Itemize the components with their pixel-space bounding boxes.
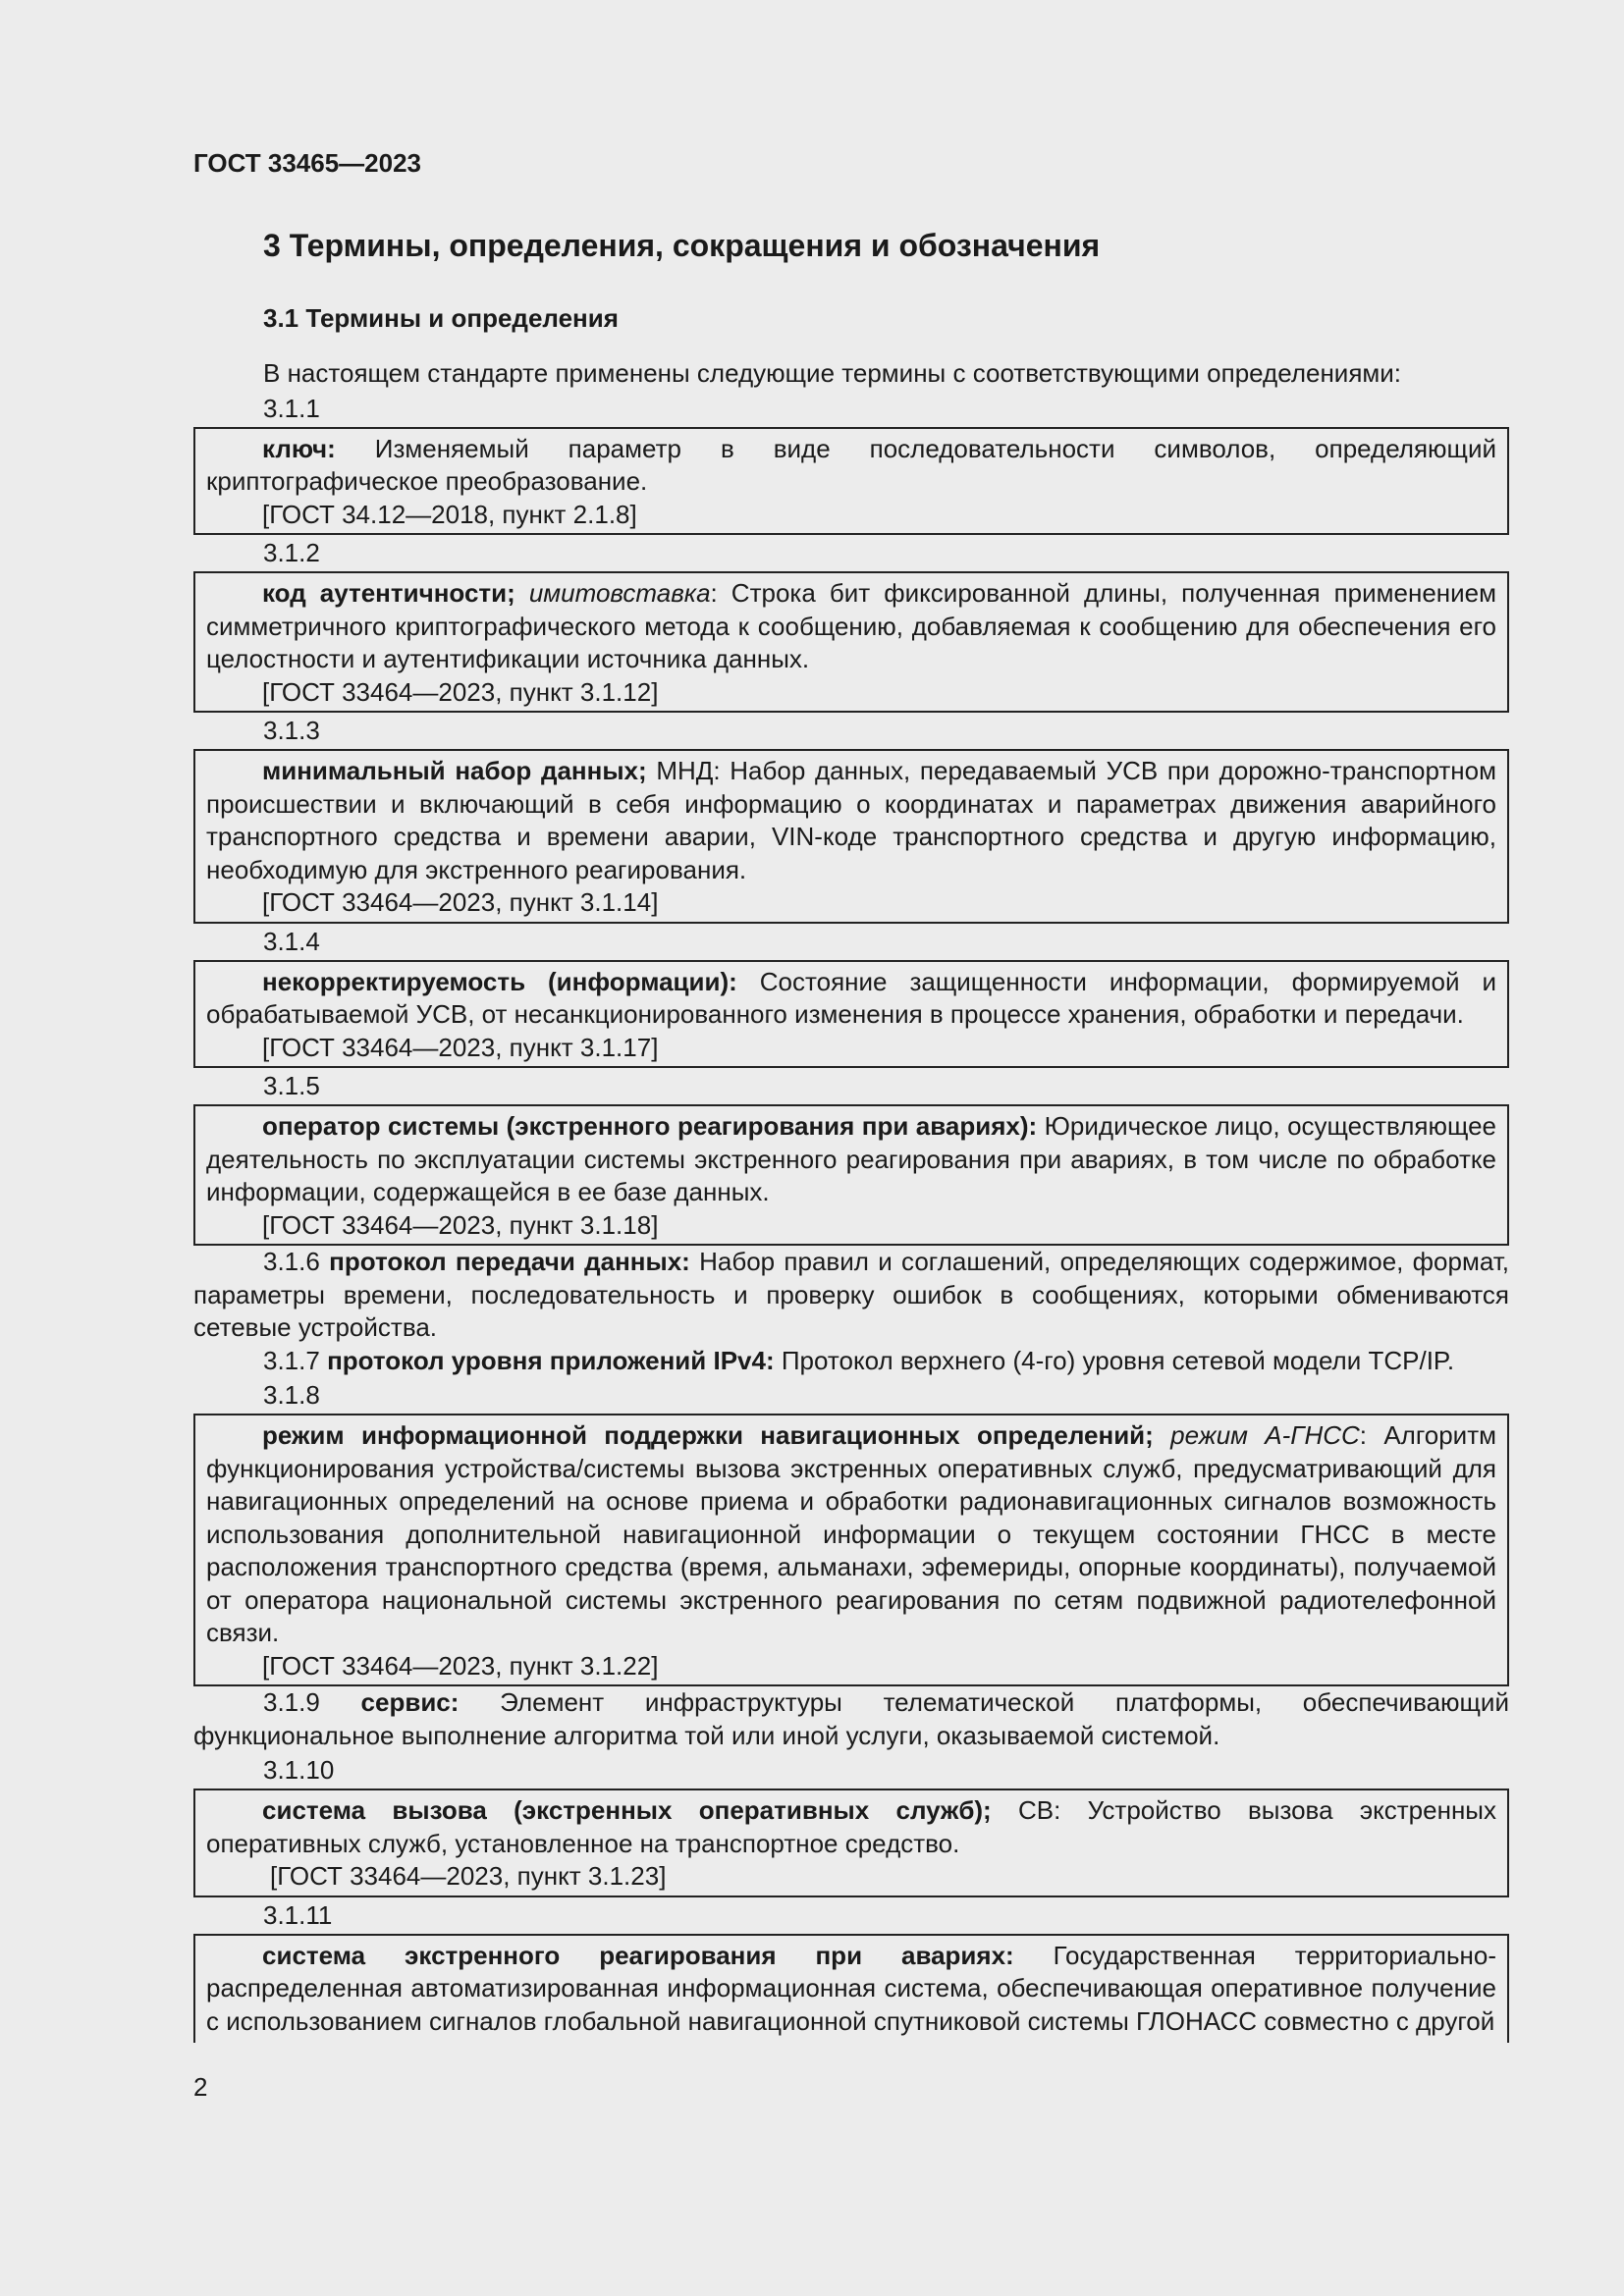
term-definition	[206, 577, 1496, 676]
term-name: система вызова (экстренных оперативных служб);	[262, 1795, 992, 1825]
definition-text: МНД: Набор данных, передаваемый УСВ при дорожно-транспортном происшествии и включающий в себя информацию о координатах и параметрах движения аварийного транспортного средства и времени аварии, VIN-коде транспортного средства и другую информацию, необходимую для экстренного реагирования.	[206, 756, 1496, 884]
term-source: [ГОСТ 33464—2023, пункт 3.1.12]	[262, 676, 659, 707]
term-name: минимальный набор данных;	[262, 756, 647, 785]
document-code: ГОСТ 33465—2023	[193, 148, 421, 178]
section-title: 3 Термины, определения, сокращения и обозначения	[263, 227, 1101, 263]
term-number: 3.1.5	[263, 1071, 320, 1100]
definition-text: Состояние защищенности информации, формируемой и обрабатываемой УСВ, от несанкционированного изменения в процессе хранения, обработки и передачи.	[206, 966, 1496, 1029]
term-definition	[206, 1794, 1496, 1860]
term-source: [ГОСТ 34.12—2018, пункт 2.1.8]	[262, 499, 637, 529]
term-number: 3.1.2	[263, 538, 320, 567]
term-number: 3.1.7	[263, 1345, 320, 1375]
term-definition	[206, 1940, 1496, 2039]
term-definition	[206, 966, 1496, 1032]
term-box	[193, 1414, 1509, 1686]
term-source: [ГОСТ 33464—2023, пункт 3.1.14]	[262, 887, 659, 917]
term-number: 3.1.6	[263, 1247, 320, 1276]
definition-text: : Алгоритм функционирования устройства/системы вызова экстренных оперативных служб, предусматривающий для навигационных определений на основе приема и обработки радионавигационных сигналов возможность использования дополнительной навигационной информации о текущем состоянии ГНСС в месте расположения транспортного средства (время, альманахи, эфемериды, опорные координаты), получаемой от оператора национальной системы экстренного реагирования по сетям подвижной радиотелефонной связи.	[206, 1420, 1496, 1647]
page-number: 2	[193, 2072, 208, 2102]
term-paragraph	[193, 1686, 1509, 1752]
term-box	[193, 1934, 1509, 2043]
definition-text: Набор правил и соглашений, определяющих содержимое, формат, параметры времени, последовательность и проверку ошибок в сообщениях, которыми обмениваются сетевые устройства.	[193, 1247, 1509, 1342]
definition-text: СВ: Устройство вызова экстренных оперативных служб, установленное на транспортное средство.	[206, 1795, 1496, 1858]
definition-text: Юридическое лицо, осуществляющее деятельность по эксплуатации системы экстренного реагирования при авариях, в том числе по обработке информации, содержащейся в ее базе данных.	[206, 1111, 1496, 1206]
term-name: оператор системы (экстренного реагирования при авариях):	[262, 1111, 1038, 1141]
term-number: 3.1.8	[263, 1380, 320, 1410]
term-name: протокол передачи данных:	[329, 1247, 690, 1276]
term-name: сервис:	[360, 1687, 460, 1717]
term-name: режим информационной поддержки навигационных определений;	[262, 1420, 1154, 1450]
definition-text: Государственная территориально-распределенная автоматизированная информационная система, обеспечивающая оперативное получение с использованием сигналов глобальной навигационной спутниковой системы ГЛОНАСС совместно с другой	[206, 1940, 1497, 2036]
term-source: [ГОСТ 33464—2023, пункт 3.1.17]	[262, 1032, 659, 1062]
term-source: [ГОСТ 33464—2023, пункт 3.1.22]	[262, 1650, 659, 1681]
term-number: 3.1.1	[263, 393, 320, 423]
term-name: система экстренного реагирования при авариях:	[262, 1940, 1014, 1970]
term-name: код аутентичности;	[262, 578, 515, 608]
term-definition	[206, 755, 1496, 886]
term-source: [ГОСТ 33464—2023, пункт 3.1.23]	[270, 1861, 667, 1891]
term-definition	[206, 1419, 1496, 1650]
term-paragraph	[193, 1246, 1509, 1345]
term-box	[193, 1789, 1509, 1897]
term-box	[193, 960, 1509, 1069]
definition-text: : Строка бит фиксированной длины, полученная применением симметричного криптографического метода к сообщению, добавляемая к сообщению для обеспечения его целостности и аутентификации источника данных.	[206, 578, 1496, 673]
term-definition	[206, 433, 1496, 499]
term-number: 3.1.9	[263, 1687, 320, 1717]
subsection-title: 3.1 Термины и определения	[263, 302, 619, 333]
term-box	[193, 749, 1509, 924]
term-number: 3.1.11	[263, 1899, 333, 1930]
term-name: протокол уровня приложений IPv4:	[327, 1345, 775, 1375]
term-name: ключ:	[262, 433, 336, 463]
intro-paragraph: В настоящем стандарте применены следующие термины с соответствующими определениями:	[263, 358, 1402, 388]
term-number: 3.1.3	[263, 716, 320, 745]
definition-text: Элемент инфраструктуры телематической платформы, обеспечивающий функциональное выполнение алгоритма той или иной услуги, оказываемой системой.	[193, 1687, 1509, 1750]
term-box	[193, 571, 1509, 713]
term-source: [ГОСТ 33464—2023, пункт 3.1.18]	[262, 1209, 659, 1240]
definition-text: Изменяемый параметр в виде последовательности символов, определяющий криптографическое преобразование.	[206, 433, 1496, 496]
term-synonym: режим А-ГНСС	[1170, 1420, 1360, 1450]
term-definition	[206, 1110, 1496, 1209]
document-page	[193, 147, 1509, 2043]
term-box	[193, 427, 1509, 536]
term-number: 3.1.4	[263, 926, 320, 956]
term-name: некорректируемость (информации):	[262, 966, 737, 996]
term-number: 3.1.10	[263, 1755, 335, 1785]
term-box	[193, 1104, 1509, 1246]
term-paragraph	[193, 1345, 1509, 1378]
definition-text: Протокол верхнего (4-го) уровня сетевой модели TCP/IP.	[774, 1345, 1455, 1375]
term-synonym: имитовставка	[528, 578, 711, 608]
